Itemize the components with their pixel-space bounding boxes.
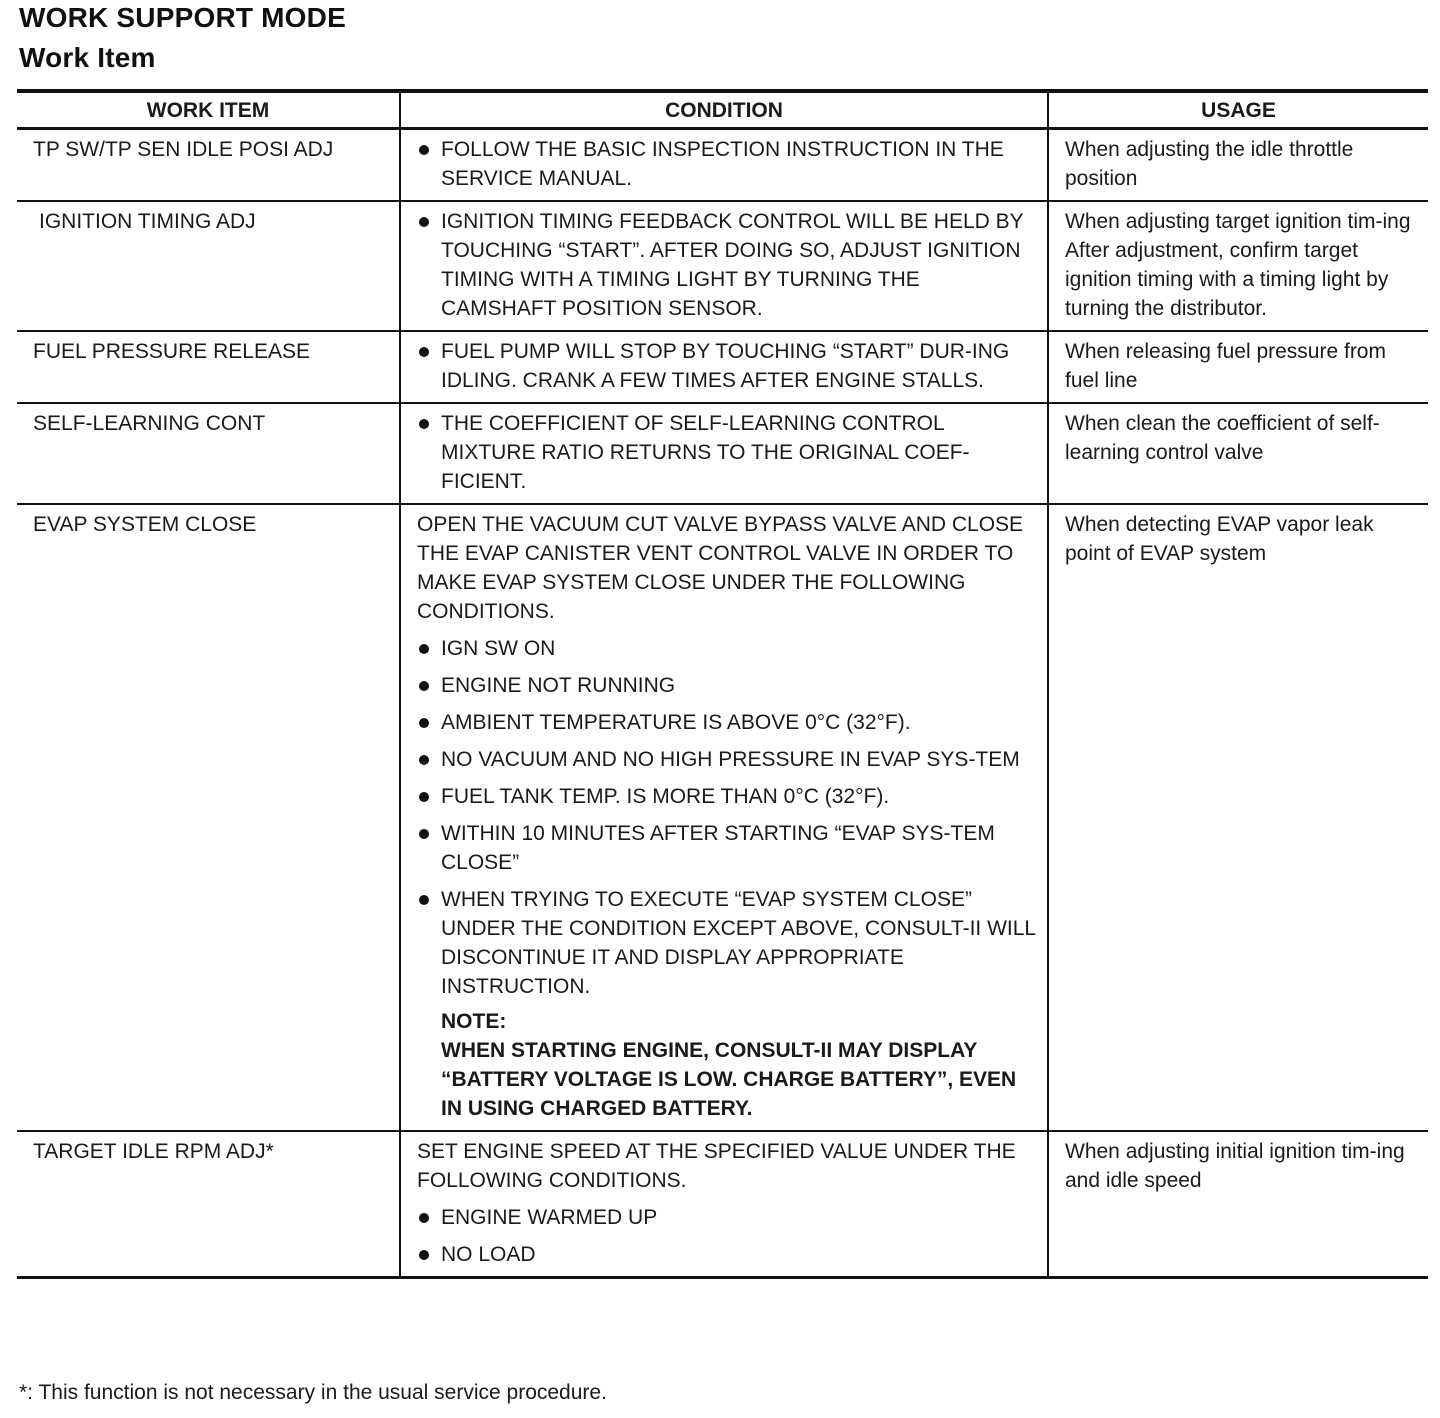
condition-bullet: NO LOAD	[417, 1240, 1037, 1269]
condition-bullet: FUEL TANK TEMP. IS MORE THAN 0°C (32°F).	[417, 782, 1037, 811]
table-row	[17, 201, 1428, 331]
header-work-item: WORK ITEM	[17, 91, 400, 129]
condition-cell	[400, 504, 1048, 1131]
usage-cell: When clean the coefficient of self-learning control valve	[1048, 403, 1428, 504]
work-item-cell	[17, 201, 400, 331]
work-item-table	[17, 89, 1428, 1279]
work-item-cell: TARGET IDLE RPM ADJ*	[17, 1131, 400, 1278]
note-text: WHEN STARTING ENGINE, CONSULT-II MAY DISPLAY “BATTERY VOLTAGE IS LOW. CHARGE BATTERY”, EVEN IN USING CHARGED BATTERY.	[441, 1039, 1017, 1120]
usage-cell: When releasing fuel pressure from fuel line	[1048, 331, 1428, 403]
usage-cell: When adjusting initial ignition tim-ing and idle speed	[1048, 1131, 1428, 1278]
condition-bullet: THE COEFFICIENT OF SELF-LEARNING CONTROL MIXTURE RATIO RETURNS TO THE ORIGINAL COEF-FICIENT.	[417, 409, 1037, 496]
work-item-text: IGNITION TIMING ADJ	[39, 210, 256, 233]
page-title: WORK SUPPORT MODE	[19, 2, 346, 33]
condition-bullet: IGNITION TIMING FEEDBACK CONTROL WILL BE HELD BY TOUCHING “START”. AFTER DOING SO, ADJUST IGNITION TIMING WITH A TIMING LIGHT BY TURNING THE CAMSHAFT POSITION SENSOR.	[417, 207, 1037, 323]
condition-list	[417, 409, 1037, 496]
header-usage: USAGE	[1048, 91, 1428, 129]
table-row	[17, 129, 1428, 202]
condition-cell	[400, 403, 1048, 504]
note-block	[441, 1007, 1037, 1123]
condition-cell	[400, 201, 1048, 331]
condition-bullet: NO VACUUM AND NO HIGH PRESSURE IN EVAP SYS-TEM	[417, 745, 1037, 774]
work-item-cell: FUEL PRESSURE RELEASE	[17, 331, 400, 403]
header-condition: CONDITION	[400, 91, 1048, 129]
condition-list	[417, 207, 1037, 323]
header-row	[17, 91, 1428, 129]
condition-list	[417, 1203, 1037, 1269]
work-item-cell: TP SW/TP SEN IDLE POSI ADJ	[17, 129, 400, 202]
condition-bullet: FUEL PUMP WILL STOP BY TOUCHING “START” DUR-ING IDLING. CRANK A FEW TIMES AFTER ENGINE STALLS.	[417, 337, 1037, 395]
condition-bullet: ENGINE NOT RUNNING	[417, 671, 1037, 700]
usage-cell: When adjusting target ignition tim-ing After adjustment, confirm target ignition timing with a timing light by turning the distributor.	[1048, 201, 1428, 331]
usage-cell: When adjusting the idle throttle position	[1048, 129, 1428, 202]
condition-bullet: ENGINE WARMED UP	[417, 1203, 1037, 1232]
table-row	[17, 403, 1428, 504]
usage-cell: When detecting EVAP vapor leak point of EVAP system	[1048, 504, 1428, 1131]
condition-bullet: FOLLOW THE BASIC INSPECTION INSTRUCTION IN THE SERVICE MANUAL.	[417, 135, 1037, 193]
table-row	[17, 331, 1428, 403]
condition-list	[417, 337, 1037, 395]
condition-list	[417, 634, 1037, 1001]
footnote: *: This function is not necessary in the usual service procedure.	[19, 1381, 607, 1404]
condition-bullet: AMBIENT TEMPERATURE IS ABOVE 0°C (32°F).	[417, 708, 1037, 737]
work-item-cell: SELF-LEARNING CONT	[17, 403, 400, 504]
condition-bullet: WITHIN 10 MINUTES AFTER STARTING “EVAP SYS-TEM CLOSE”	[417, 819, 1037, 877]
condition-bullet: IGN SW ON	[417, 634, 1037, 663]
condition-cell	[400, 129, 1048, 202]
table-row	[17, 1131, 1428, 1278]
table-row	[17, 504, 1428, 1131]
condition-list	[417, 135, 1037, 193]
condition-bullet: WHEN TRYING TO EXECUTE “EVAP SYSTEM CLOSE” UNDER THE CONDITION EXCEPT ABOVE, CONSULT-II WILL DISCONTINUE IT AND DISPLAY APPROPRIATE INSTRUCTION.	[417, 885, 1037, 1001]
condition-intro: OPEN THE VACUUM CUT VALVE BYPASS VALVE AND CLOSE THE EVAP CANISTER VENT CONTROL VALVE IN ORDER TO MAKE EVAP SYSTEM CLOSE UNDER THE FOLLOWING CONDITIONS.	[417, 513, 1024, 623]
condition-intro: SET ENGINE SPEED AT THE SPECIFIED VALUE UNDER THE FOLLOWING CONDITIONS.	[417, 1140, 1016, 1192]
section-subtitle: Work Item	[19, 42, 156, 73]
condition-cell	[400, 331, 1048, 403]
note-label: NOTE:	[441, 1010, 507, 1033]
condition-cell	[400, 1131, 1048, 1278]
work-item-cell: EVAP SYSTEM CLOSE	[17, 504, 400, 1131]
